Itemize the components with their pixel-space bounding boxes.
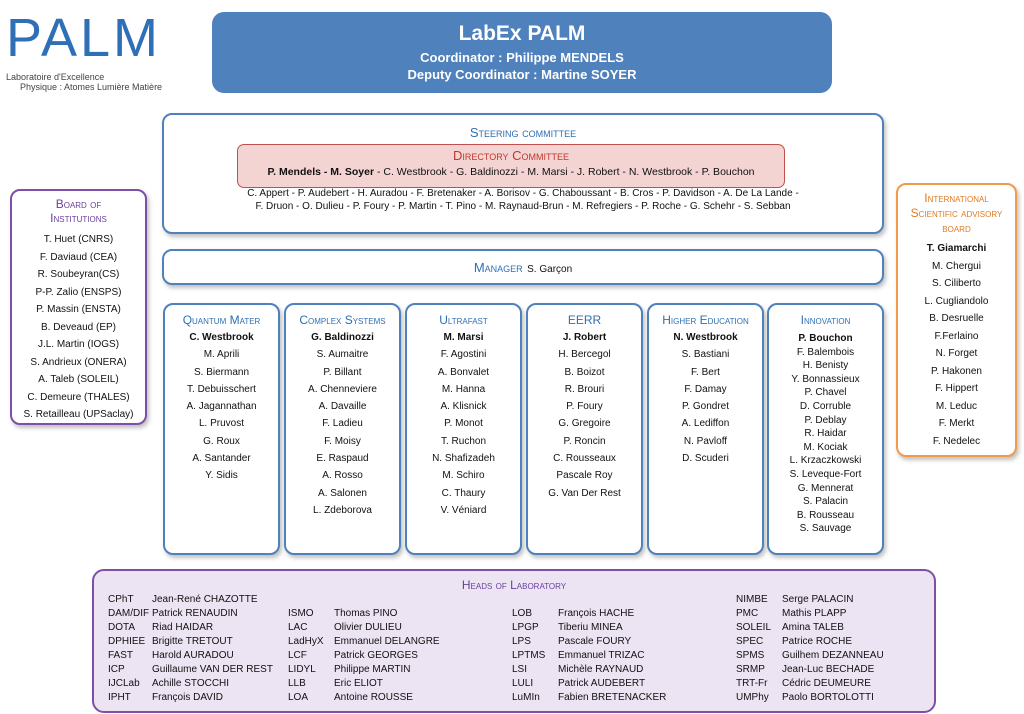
lab-head: Patrick GEORGES xyxy=(334,650,418,661)
theme-member: F. Moisy xyxy=(324,435,361,447)
theme-member: A. Lediffon xyxy=(681,418,730,430)
theme-member: S. Aumaitre xyxy=(316,349,369,361)
theme-member: R. Brouri xyxy=(564,383,605,395)
theme-member: P. Roncin xyxy=(563,435,606,447)
lab-row xyxy=(108,691,273,705)
lab-acronym: IJCLab xyxy=(108,678,140,689)
lab-head: Achille STOCCHI xyxy=(152,678,230,689)
lab-acronym: NIMBE xyxy=(736,594,768,605)
lab-row xyxy=(736,621,884,635)
board-members xyxy=(12,231,145,424)
lab-acronym: SPEC xyxy=(736,636,764,647)
theme-member: F. Agostini xyxy=(440,349,487,361)
heads-title: Heads of Laboratory xyxy=(461,578,567,592)
theme-complex-systems xyxy=(284,303,401,555)
lab-acronym: LIDYL xyxy=(288,664,316,675)
header-title: LabEx PALM xyxy=(458,22,586,45)
theme-title: Innovation xyxy=(800,313,851,327)
lab-row xyxy=(512,607,666,621)
lab-row xyxy=(512,677,666,691)
lab-row xyxy=(512,621,666,635)
lab-row xyxy=(288,635,440,649)
board-member: B. Deveaud (EP) xyxy=(40,321,117,333)
theme-member: B. Boizot xyxy=(564,366,605,378)
theme-member: F. Ladieu xyxy=(322,418,363,430)
lab-acronym: LOA xyxy=(288,692,309,703)
theme-member: A. Bonvalet xyxy=(437,366,490,378)
logo-subtitle-2: Physique : Atomes Lumière Matière xyxy=(20,82,163,92)
isab-title-line1: International xyxy=(924,191,989,205)
board-member: T. Huet (CNRS) xyxy=(43,234,114,245)
lab-row xyxy=(288,663,440,677)
lab-acronym: UMPhy xyxy=(736,692,769,703)
lab-acronym: LLB xyxy=(288,678,306,689)
isab-member: B. Desruelle xyxy=(929,313,984,324)
lab-acronym: LAC xyxy=(288,622,308,633)
manager-label: Manager xyxy=(473,260,523,275)
board-title-line2: Institutions xyxy=(50,211,107,225)
theme-member: D. Corruble xyxy=(799,400,852,412)
manager-box xyxy=(162,249,884,285)
lab-row xyxy=(108,635,273,649)
lab-row xyxy=(108,649,273,663)
lab-acronym: SRMP xyxy=(736,664,765,675)
lab-row xyxy=(512,635,666,649)
lab-row xyxy=(512,649,666,663)
directory-title: Directory Committee xyxy=(452,148,570,163)
theme-member: G. Van Der Rest xyxy=(548,487,621,499)
isab-member: M. Chergui xyxy=(932,260,981,272)
theme-member: Pascale Roy xyxy=(556,470,613,482)
board-member: J.L. Martin (IOGS) xyxy=(37,339,120,350)
lab-acronym: IPHT xyxy=(108,692,131,703)
lab-acronym: LCF xyxy=(288,650,307,661)
theme-higher-education xyxy=(647,303,764,555)
lab-head: Emmanuel TRIZAC xyxy=(558,650,645,661)
lab-row xyxy=(288,607,440,621)
isab-member: F. Hippert xyxy=(935,383,978,394)
theme-member: Y. Sidis xyxy=(205,470,238,482)
lab-row xyxy=(108,607,273,621)
theme-member: M. Kociak xyxy=(803,441,848,453)
lab-acronym: DAM/DIF xyxy=(108,608,150,619)
lab-head: Cédric DEUMEURE xyxy=(782,678,871,689)
lab-head: Serge PALACIN xyxy=(782,594,854,605)
lab-row xyxy=(736,593,884,607)
lab-acronym: ICP xyxy=(108,664,125,675)
theme-member: A. Chenneviere xyxy=(308,383,377,395)
theme-member: G. Roux xyxy=(203,435,240,447)
theme-member: C. Rousseaux xyxy=(553,453,616,465)
heads-of-laboratory-box xyxy=(92,569,936,713)
board-member: P. Massin (ENSTA) xyxy=(36,304,121,315)
theme-member: Y. Bonnassieux xyxy=(791,373,860,385)
theme-title: Complex Systems xyxy=(299,313,386,327)
header-coordinator: Coordinator : Philippe MENDELS xyxy=(420,50,624,65)
theme-innovation xyxy=(767,303,884,555)
theme-member: S. Sauvage xyxy=(799,523,852,535)
board-member: F. Daviaud (CEA) xyxy=(39,251,118,263)
isab-member: F.Ferlaino xyxy=(934,330,979,342)
lab-head: Jean-Luc BECHADE xyxy=(782,664,875,675)
isab-member: P. Hakonen xyxy=(931,365,982,377)
header-banner xyxy=(212,12,832,93)
lab-acronym: LadHyX xyxy=(288,636,324,647)
theme-members xyxy=(649,329,762,467)
lab-head: Tiberiu MINEA xyxy=(558,622,623,633)
theme-members xyxy=(165,329,278,485)
isab-title-line2: Scientific advisory xyxy=(910,206,1003,220)
lab-acronym: LPS xyxy=(512,636,531,647)
theme-member: D. Scuderi xyxy=(682,453,729,465)
lab-acronym: LULI xyxy=(512,678,534,689)
theme-member: B. Rousseau xyxy=(796,509,855,521)
steering-members-line2: F. Druon - O. Dulieu - P. Foury - P. Martin - T. Pino - M. Raynaud-Brun - M. Refregiers - P. Roche - G. Schehr - S. Sebban xyxy=(255,201,791,212)
theme-member: P. Chavel xyxy=(804,387,847,399)
theme-member: A. Salonen xyxy=(318,487,367,499)
lab-head: François DAVID xyxy=(152,692,223,703)
theme-head: M. Marsi xyxy=(443,332,484,343)
theme-head: C. Westbrook xyxy=(189,332,254,343)
theme-member: S. Leveque-Fort xyxy=(789,468,862,480)
lab-head: Guilhem DEZANNEAU xyxy=(782,650,884,661)
lab-acronym: FAST xyxy=(108,650,134,661)
lab-row xyxy=(288,649,440,663)
theme-member: F. Bert xyxy=(691,366,720,378)
isab-head: T. Giamarchi xyxy=(926,243,987,254)
theme-member: L. Zdeborova xyxy=(313,504,372,516)
lab-head: Eric ELIOT xyxy=(334,678,383,689)
lab-head: Patrick AUDEBERT xyxy=(558,678,646,689)
lab-acronym: PMC xyxy=(736,608,759,619)
lab-head: Patrick RENAUDIN xyxy=(152,608,238,619)
lab-acronym: LuMIn xyxy=(512,692,540,703)
theme-member: T. Ruchon xyxy=(440,435,487,447)
advisory-board-box xyxy=(896,183,1017,457)
lab-acronym: LPTMS xyxy=(512,650,546,661)
lab-head: François HACHE xyxy=(558,608,635,619)
lab-head: Fabien BRETENACKER xyxy=(558,692,667,703)
lab-head: Antoine ROUSSE xyxy=(334,692,413,703)
theme-member: S. Biermann xyxy=(193,366,250,378)
heads-column-2 xyxy=(288,607,440,705)
palm-logo: PALM xyxy=(6,8,162,68)
theme-head: J. Robert xyxy=(562,332,607,343)
lab-row xyxy=(108,621,273,635)
lab-head: Michèle RAYNAUD xyxy=(558,664,644,675)
isab-member: F. Nedelec xyxy=(932,435,981,447)
theme-member: C. Thaury xyxy=(441,487,486,499)
lab-head: Emmanuel DELANGRE xyxy=(334,636,440,647)
lab-acronym: ISMO xyxy=(288,608,314,619)
header-deputy: Deputy Coordinator : Martine SOYER xyxy=(407,67,637,82)
lab-row xyxy=(288,691,440,705)
lab-head: Guillaume VAN DER REST xyxy=(152,664,273,675)
lab-head: Riad HAIDAR xyxy=(152,622,214,633)
lab-head: Brigitte TRETOUT xyxy=(152,636,233,647)
lab-acronym: DOTA xyxy=(108,622,136,633)
lab-row xyxy=(108,593,273,607)
lab-head: Jean-René CHAZOTTE xyxy=(152,594,258,605)
theme-member: E. Raspaud xyxy=(316,453,369,465)
theme-ultrafast xyxy=(405,303,522,555)
theme-member: N. Shafizadeh xyxy=(432,453,495,465)
theme-member: A. Rosso xyxy=(322,470,363,482)
lab-acronym: LOB xyxy=(512,608,533,619)
manager-line xyxy=(164,259,882,277)
manager-name: S. Garçon xyxy=(527,264,573,275)
lab-acronym: LSI xyxy=(512,664,528,675)
theme-member: A. Klisnick xyxy=(440,401,487,413)
theme-members xyxy=(286,329,399,519)
lab-head: Harold AURADOU xyxy=(152,650,234,661)
board-member: S. Andrieux (ONERA) xyxy=(30,356,127,368)
theme-member: L. Krzaczkowski xyxy=(789,455,862,467)
theme-member: T. Debuisschert xyxy=(187,383,256,395)
board-member: P-P. Zalio (ENSPS) xyxy=(35,286,122,298)
theme-member: G. Gregoire xyxy=(558,418,611,430)
lab-row xyxy=(736,607,884,621)
directory-members xyxy=(238,166,784,178)
theme-members xyxy=(769,332,882,536)
board-member: S. Retailleau (UPSaclay) xyxy=(23,409,134,420)
lab-head: Philippe MARTIN xyxy=(334,664,411,675)
board-of-institutions-box xyxy=(10,189,147,425)
lab-acronym: CPhT xyxy=(108,594,134,605)
board-member: R. Soubeyran(CS) xyxy=(37,269,120,280)
lab-head: Pascale FOURY xyxy=(558,636,632,647)
theme-member: M. Schiro xyxy=(442,470,485,482)
lab-row xyxy=(512,663,666,677)
theme-title: EERR xyxy=(567,313,602,327)
lab-acronym: TRT-Fr xyxy=(736,678,768,689)
heads-column-4 xyxy=(736,593,884,705)
lab-head: Thomas PINO xyxy=(334,608,398,619)
board-member: A. Taleb (SOLEIL) xyxy=(38,374,119,385)
lab-head: Amina TALEB xyxy=(782,622,844,633)
theme-member: R. Haidar xyxy=(804,428,847,440)
steering-title: Steering committee xyxy=(469,125,577,140)
theme-member: N. Pavloff xyxy=(683,435,728,447)
theme-member: P. Billant xyxy=(323,366,362,378)
theme-member: F. Damay xyxy=(684,383,727,395)
theme-head: P. Bouchon xyxy=(798,333,853,344)
lab-head: Mathis PLAPP xyxy=(782,608,847,619)
theme-title: Higher Education xyxy=(662,313,749,327)
lab-row xyxy=(736,649,884,663)
lab-row xyxy=(108,663,273,677)
theme-member: P. Gondret xyxy=(681,401,730,413)
lab-row xyxy=(736,663,884,677)
lab-row xyxy=(736,635,884,649)
theme-member: S. Palacin xyxy=(802,496,849,508)
theme-member: A. Santander xyxy=(192,453,251,465)
isab-title-line3: board xyxy=(942,221,971,235)
theme-member: P. Deblay xyxy=(804,414,847,426)
theme-title: Ultrafast xyxy=(439,313,488,327)
theme-title: Quantum Mater xyxy=(182,313,261,327)
directory-members-bold: P. Mendels - M. Soyer xyxy=(267,166,375,178)
isab-member: M. Leduc xyxy=(935,400,978,412)
lab-row xyxy=(736,691,884,705)
heads-column-3 xyxy=(512,607,666,705)
steering-members xyxy=(164,187,882,213)
theme-member: H. Benisty xyxy=(802,360,849,372)
theme-head: N. Westbrook xyxy=(673,332,738,343)
lab-row xyxy=(288,621,440,635)
isab-title xyxy=(898,191,1015,236)
lab-acronym: SPMS xyxy=(736,650,765,661)
lab-row xyxy=(288,677,440,691)
isab-member: S. Ciliberto xyxy=(932,278,981,289)
logo-subtitle-1: Laboratoire d'Excellence xyxy=(6,72,105,82)
lab-row xyxy=(736,677,884,691)
theme-members xyxy=(407,329,520,519)
theme-member: M. Aprili xyxy=(203,349,240,361)
lab-head: Patrice ROCHE xyxy=(782,636,853,647)
steering-members-line1: C. Appert - P. Audebert - H. Auradou - F. Bretenaker - A. Borisov - G. Chaboussant - B. Cros - P. Davidson - A. De La Lande - xyxy=(247,188,799,199)
theme-eerr xyxy=(526,303,643,555)
board-title xyxy=(12,197,145,225)
theme-member: P. Foury xyxy=(566,401,603,413)
theme-member: F. Balembois xyxy=(796,346,855,358)
theme-members xyxy=(528,329,641,502)
theme-head: G. Baldinozzi xyxy=(311,332,374,343)
theme-member: A. Jagannathan xyxy=(186,401,257,413)
board-title-line1: Board of xyxy=(55,197,102,211)
lab-row xyxy=(108,677,273,691)
lab-row xyxy=(512,691,666,705)
lab-head: Olivier DULIEU xyxy=(334,622,402,633)
isab-members xyxy=(898,240,1015,450)
theme-member: G. Mennerat xyxy=(797,482,854,494)
lab-acronym: SOLEIL xyxy=(736,622,772,633)
theme-member: P. Monot xyxy=(444,418,483,430)
board-member: C. Demeure (THALES) xyxy=(27,391,130,403)
isab-member: N. Forget xyxy=(935,348,978,359)
theme-member: A. Davaille xyxy=(318,401,367,413)
lab-head: Paolo BORTOLOTTI xyxy=(782,692,874,703)
theme-member: S. Bastiani xyxy=(681,349,730,361)
theme-member: H. Bercegol xyxy=(558,349,611,361)
lab-acronym: LPGP xyxy=(512,622,539,633)
theme-member: M. Hanna xyxy=(441,383,486,395)
heads-column-1 xyxy=(108,593,273,705)
theme-member: V. Véniard xyxy=(440,504,487,516)
theme-member: L. Pruvost xyxy=(198,418,245,430)
isab-member: F. Merkt xyxy=(938,418,975,429)
lab-acronym: DPHIEE xyxy=(108,636,146,647)
isab-member: L. Cugliandolo xyxy=(924,295,989,307)
theme-quantum-mater xyxy=(163,303,280,555)
directory-committee-box xyxy=(237,144,785,188)
directory-members-rest: - C. Westbrook - G. Baldinozzi - M. Marsi - J. Robert - N. Westbrook - P. Bouchon xyxy=(374,166,755,178)
